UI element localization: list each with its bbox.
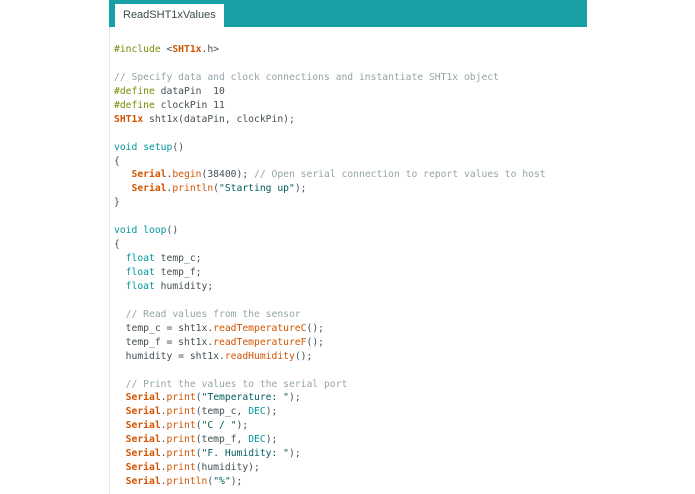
tab-bar	[109, 0, 587, 27]
object-name-token: Serial	[125, 406, 161, 418]
keyword-token: DEC	[248, 406, 266, 418]
code-line[interactable]	[114, 433, 546, 447]
comment-token: // Specify data and clock connections and instantiate SHT1x object	[114, 71, 499, 83]
code-token: );	[289, 392, 301, 404]
function-name-token: print	[166, 448, 196, 460]
function-name-token: println	[166, 476, 208, 488]
string-token: "F. Humidity: "	[201, 448, 290, 460]
tab-readsht1xvalues[interactable]: ReadSHT1xValues	[115, 4, 224, 27]
code-token: ();	[306, 336, 324, 348]
code-line[interactable]	[114, 266, 546, 280]
code-token: ()	[172, 141, 185, 153]
keyword-token: void	[114, 225, 138, 237]
code-token: humidity = sht1x.	[114, 350, 225, 362]
code-token	[114, 406, 126, 417]
code-token: .	[160, 392, 167, 404]
code-line[interactable]	[114, 419, 546, 433]
code-line[interactable]	[114, 155, 546, 169]
code-token: .	[160, 448, 167, 460]
keyword-token: float	[125, 267, 155, 278]
code-token: temp_c = sht1x.	[114, 322, 214, 334]
code-line[interactable]	[114, 391, 546, 405]
code-line[interactable]	[114, 113, 546, 127]
code-token: (	[195, 392, 202, 404]
code-token: temp_f;	[154, 267, 202, 278]
code-line[interactable]	[114, 252, 546, 266]
function-name-token: println	[172, 183, 214, 195]
code-line[interactable]	[114, 168, 546, 182]
code-line[interactable]	[114, 238, 546, 252]
code-line[interactable]	[114, 57, 546, 71]
code-line[interactable]	[114, 141, 546, 155]
function-name-token: begin	[172, 169, 202, 181]
code-token: (	[207, 476, 214, 488]
object-name-token: Serial	[131, 183, 167, 195]
code-line[interactable]	[114, 71, 546, 85]
sketch-window	[109, 0, 587, 494]
code-token: (	[195, 448, 202, 460]
class-name-token: SHT1x	[172, 44, 202, 55]
code-line[interactable]	[114, 294, 546, 308]
code-token: ();	[294, 350, 313, 362]
function-name-token: print	[166, 392, 196, 404]
function-name-token: print	[166, 420, 196, 432]
code-token	[114, 183, 132, 194]
code-token: .h>	[201, 44, 220, 55]
keyword-token: loop	[143, 225, 167, 237]
object-name-token: Serial	[125, 434, 161, 446]
code-token: sht1x(dataPin, clockPin);	[143, 113, 295, 125]
code-line[interactable]	[114, 224, 546, 238]
function-name-token: print	[166, 434, 196, 446]
preprocessor-token: #define	[114, 85, 161, 97]
code-token: dataPin 10	[160, 85, 225, 97]
object-name-token: Serial	[125, 476, 161, 488]
function-name-token: readTemperatureC	[213, 322, 307, 334]
object-name-token: Serial	[131, 169, 167, 181]
code-token	[114, 462, 126, 473]
code-token	[114, 476, 126, 487]
code-line[interactable]	[114, 475, 546, 489]
string-token: "%"	[213, 476, 231, 488]
function-name-token: print	[166, 462, 196, 474]
code-token: .	[160, 462, 167, 474]
code-token: temp_c;	[154, 253, 202, 265]
code-token: .	[160, 420, 167, 432]
comment-token: // Open serial connection to report values to host	[254, 169, 546, 181]
code-token: clockPin 11	[160, 99, 225, 111]
code-token: {	[114, 155, 120, 167]
code-area[interactable]	[114, 43, 546, 489]
function-name-token: readHumidity	[224, 350, 295, 362]
code-line[interactable]	[114, 447, 546, 461]
code-line[interactable]	[114, 308, 546, 322]
function-name-token: print	[166, 406, 196, 418]
code-token: {	[114, 239, 120, 251]
code-line[interactable]	[114, 43, 546, 57]
code-token: ()	[166, 225, 179, 237]
code-token	[114, 267, 126, 278]
code-token: );	[236, 420, 249, 432]
code-token	[114, 309, 126, 320]
code-token: (temp_c,	[195, 406, 249, 418]
code-token: (humidity);	[195, 462, 260, 474]
code-token: .	[160, 476, 167, 488]
code-line[interactable]	[114, 461, 546, 475]
code-token	[114, 448, 126, 459]
code-line[interactable]	[114, 196, 546, 210]
code-line[interactable]	[114, 322, 546, 336]
code-line[interactable]	[114, 182, 546, 196]
code-line[interactable]	[114, 127, 546, 141]
code-token: (	[213, 183, 220, 195]
code-token	[114, 392, 126, 403]
code-token: (temp_f,	[195, 434, 249, 446]
keyword-token: float	[125, 253, 155, 265]
keyword-token: DEC	[248, 434, 266, 446]
string-token: "C / "	[201, 420, 237, 432]
code-line[interactable]	[114, 378, 546, 392]
code-token: (	[195, 420, 202, 432]
object-name-token: Serial	[125, 448, 161, 460]
preprocessor-token: #define	[114, 99, 161, 111]
code-line[interactable]	[114, 336, 546, 350]
code-token: humidity;	[154, 280, 214, 292]
code-token	[114, 420, 126, 431]
code-token: );	[265, 434, 278, 446]
code-token: );	[265, 406, 278, 418]
code-line[interactable]	[114, 99, 546, 113]
code-token	[114, 253, 126, 264]
object-name-token: Serial	[125, 420, 161, 432]
code-line[interactable]	[114, 85, 546, 99]
code-line[interactable]	[114, 364, 546, 378]
code-token: ();	[306, 322, 324, 334]
code-line[interactable]	[114, 210, 546, 224]
code-token: .	[160, 434, 167, 446]
code-token: );	[294, 183, 307, 195]
code-token	[114, 169, 132, 180]
keyword-token: float	[125, 280, 155, 292]
code-token	[114, 434, 126, 445]
code-token: .	[160, 406, 167, 418]
object-name-token: Serial	[125, 462, 161, 474]
preprocessor-token: #include	[114, 44, 167, 55]
code-token: .	[166, 183, 173, 195]
string-token: "Temperature: "	[201, 392, 290, 404]
code-token: .	[166, 169, 173, 181]
code-token: );	[289, 448, 301, 460]
code-token: );	[230, 476, 243, 488]
keyword-token: setup	[143, 141, 173, 153]
keyword-token: void	[114, 141, 138, 153]
code-token: temp_f = sht1x.	[114, 336, 214, 348]
code-line[interactable]	[114, 280, 546, 294]
code-line[interactable]	[114, 405, 546, 419]
comment-token: // Print the values to the serial port	[125, 378, 348, 390]
code-token: <	[166, 44, 173, 55]
code-editor[interactable]	[109, 27, 587, 494]
class-name-token: SHT1x	[114, 113, 144, 125]
string-token: "Starting up"	[219, 183, 295, 195]
code-token: (38400);	[201, 169, 255, 181]
object-name-token: Serial	[125, 392, 161, 404]
code-token: }	[114, 197, 120, 209]
code-token	[114, 379, 126, 390]
comment-token: // Read values from the sensor	[125, 308, 301, 320]
function-name-token: readTemperatureF	[213, 336, 307, 348]
code-line[interactable]	[114, 350, 546, 364]
code-token	[114, 281, 126, 292]
